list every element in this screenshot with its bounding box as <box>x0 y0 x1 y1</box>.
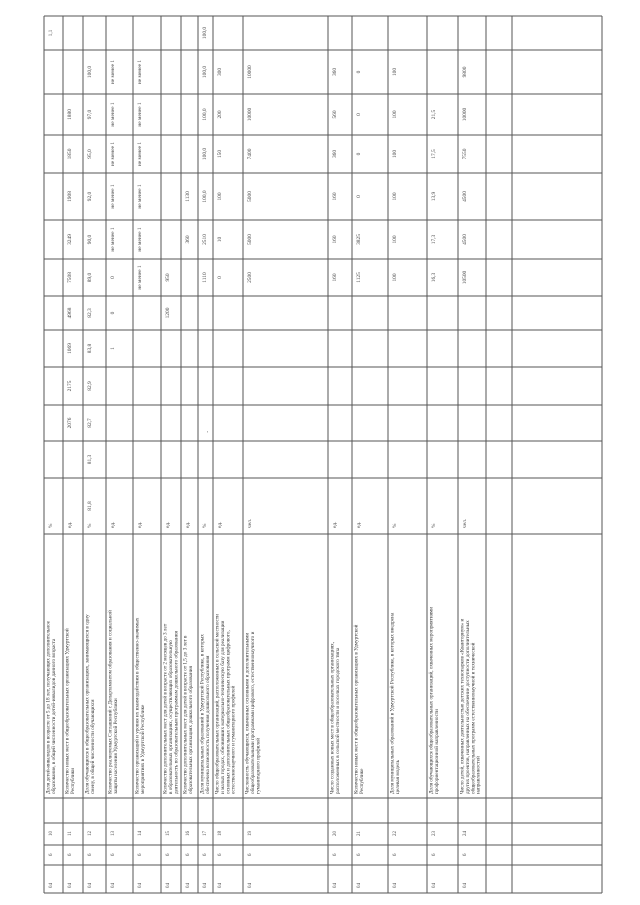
row-description-line: Количество дополнительных мест для детей в возрасте от 2 месяцев до 3 лет <box>162 623 169 794</box>
row-value: 2500 <box>247 272 253 283</box>
row-value: 1 <box>110 347 116 350</box>
row-group-code: 04 <box>166 883 171 888</box>
row-description-line: Число общеобразовательных организаций, расположенных в сельской местности <box>214 614 221 794</box>
row-description-line: мероприятиях в Удмуртской Республике <box>139 704 146 794</box>
row-value: 950 <box>165 273 171 282</box>
row-value: не менее 1 <box>137 265 143 290</box>
row-value: 100 <box>392 273 398 282</box>
row-unit: % <box>202 523 208 528</box>
row-group-code: 04 <box>463 883 468 888</box>
row-description-line: Число детей, охваченных деятельностью детских технопарков «Кванториум» и <box>459 618 466 794</box>
row-description-line: Численность обучающихся, охваченных основными и дополнительными <box>244 632 251 794</box>
row-description-line: целевая модель <box>394 760 401 794</box>
row-indicator-number: 21 <box>357 831 362 836</box>
row-value: 160 <box>332 273 338 282</box>
row-value: 9800 <box>462 66 468 78</box>
row-unit: чел. <box>462 518 468 528</box>
row-value: 1850 <box>67 148 73 160</box>
row-value: 5000 <box>247 234 253 245</box>
row-unit: ед. <box>185 521 191 528</box>
row-indicator-number: 10 <box>49 831 54 836</box>
row-value: 150 <box>217 149 223 159</box>
row-value: 7508 <box>67 272 73 283</box>
row-value: 82,3 <box>87 308 93 318</box>
row-value: не менее 1 <box>137 227 143 252</box>
row-unit: % <box>431 523 437 528</box>
row-value: 0 <box>356 152 362 156</box>
row-value: 100 <box>392 110 398 119</box>
row-value: 360 <box>332 149 338 159</box>
row-description-line: деятельность по образовательным программам дошкольного образования <box>173 631 180 794</box>
row-description-line: Доля обучающихся в общеобразовательных организациях, занимающихся в одну <box>84 614 91 794</box>
row-value: 360 <box>185 235 191 244</box>
row-indicator-number: 24 <box>463 831 468 836</box>
row-description-line: естественнонаучного и гуманитарного профилей <box>230 685 237 794</box>
row-value: 4500 <box>462 234 468 245</box>
row-sub-index: 6 <box>463 853 468 856</box>
row-value: 300 <box>217 67 223 77</box>
row-unit: ед. <box>165 521 171 528</box>
row-group-code: 04 <box>393 883 398 888</box>
row-value: 360 <box>332 67 338 77</box>
row-value: 100 <box>392 67 398 77</box>
row-description-line: общеобразовательными программами цифрового, естественнонаучного и <box>249 631 256 794</box>
row-sub-index: 6 <box>138 853 143 856</box>
row-value: 1125 <box>356 272 362 283</box>
row-value: 2175 <box>67 380 73 392</box>
row-description-line: Количество организаций и уровня их взаимодействия в общественно-значимых <box>134 617 141 794</box>
row-indicator-number: 19 <box>248 831 253 836</box>
row-indicator-number: 23 <box>432 831 437 836</box>
row-value: 16,3 <box>431 272 437 283</box>
row-value: 1130 <box>185 191 191 202</box>
row-sub-index: 6 <box>186 853 191 856</box>
row-group-code: 04 <box>333 883 338 888</box>
row-value: 82,7 <box>87 418 93 428</box>
row-description-line: Доля муниципальных образований в Удмуртской Республике, в которых внедрена <box>389 612 396 794</box>
row-value: 200 <box>217 110 223 119</box>
row-value: не менее 1 <box>137 59 143 85</box>
row-value: 95,0 <box>87 149 93 159</box>
row-value: 160 <box>332 235 338 244</box>
row-value: 0 <box>110 276 116 279</box>
row-unit: % <box>87 523 93 528</box>
row-value: 100,0 <box>202 147 208 161</box>
row-value: 100,0 <box>202 26 208 40</box>
page-side-mark: ' <box>207 431 209 438</box>
row-description-line: профориентационной направленности <box>433 709 440 794</box>
row-sub-index: 6 <box>357 853 362 856</box>
row-value: 81,8 <box>87 501 93 511</box>
row-value: 0 <box>356 70 362 74</box>
row-value: 100 <box>217 192 223 201</box>
row-indicator-number: 15 <box>166 831 171 836</box>
row-description-line: в образовательных организациях, осуществляющих образовательную <box>167 640 174 794</box>
row-sub-index: 6 <box>248 853 253 856</box>
row-value: 1110 <box>202 272 208 283</box>
row-value: 2076 <box>67 417 73 429</box>
row-value: 100,0 <box>87 65 93 79</box>
row-value: 17,3 <box>431 234 437 245</box>
row-indicator-number: 22 <box>393 831 398 836</box>
row-value: не менее 1 <box>137 102 143 127</box>
row-description-line: Количество новых мест в общеобразовательных организациях Удмуртской <box>64 628 71 794</box>
row-sub-index: 6 <box>111 853 116 856</box>
row-description-line: Доля муниципальных образований в Удмуртской Республике, в которых <box>199 634 206 794</box>
row-description-line: образование, в общей численности детей-инвалидов данного возраста <box>50 638 57 794</box>
row-value: 7400 <box>247 148 253 160</box>
row-value: 100 <box>392 149 398 159</box>
row-description-line: Доля детей-инвалидов в возрасте от 5 до 18 лет, получающих дополнительное <box>45 620 52 794</box>
row-value: не менее 1 <box>110 59 116 85</box>
row-value: 10000 <box>247 65 253 79</box>
row-sub-index: 6 <box>88 853 93 856</box>
row-value: 81,3 <box>87 454 93 465</box>
row-value: 5000 <box>247 191 253 202</box>
row-description-line: Республики <box>69 767 76 794</box>
row-value: 1200 <box>165 307 171 319</box>
row-description-line: основных и дополнительных общеобразовательных программ цифрового, <box>225 630 232 794</box>
row-sub-index: 6 <box>203 853 208 856</box>
row-value: 10 <box>217 236 223 243</box>
row-indicator-number: 14 <box>138 831 143 836</box>
row-value: 82,9 <box>87 381 93 391</box>
row-indicator-number: 11 <box>68 831 73 836</box>
row-unit: % <box>48 523 54 528</box>
row-sub-index: 6 <box>393 853 398 856</box>
row-value: 0 <box>110 311 116 315</box>
row-value: не менее 1 <box>110 227 116 252</box>
row-value: 17,5 <box>431 149 437 159</box>
row-value: не менее 1 <box>110 184 116 209</box>
row-sub-index: 6 <box>49 853 54 856</box>
row-description-line: защиты населения Удмуртской Республики <box>112 698 119 794</box>
row-sub-index: 6 <box>333 853 338 856</box>
row-value: 1,1 <box>48 29 54 37</box>
row-value: 1880 <box>67 109 73 120</box>
row-group-code: 04 <box>203 883 208 888</box>
row-description-line: расположенных в сельской местности и поселках городского типа <box>334 647 341 794</box>
row-group-code: 04 <box>218 883 223 888</box>
row-group-code: 04 <box>138 883 143 888</box>
row-description-line: Количество дополнительных мест для детей в возрасте от 1,5 до 3 лет в <box>182 635 189 794</box>
row-description-line: Доля обучающихся общеобразовательных организаций, охваченных мероприятиями <box>428 606 435 794</box>
row-group-code: 04 <box>49 883 54 888</box>
row-value: 92,0 <box>87 191 93 202</box>
row-value: не менее 1 <box>110 102 116 127</box>
row-unit: ед. <box>137 521 143 528</box>
row-unit: ед. <box>332 521 338 528</box>
row-value: 83,8 <box>87 343 93 354</box>
row-value: 560 <box>332 110 338 119</box>
row-value: 100 <box>392 192 398 201</box>
row-value: 100 <box>392 235 398 244</box>
row-value: 10000 <box>462 107 468 122</box>
row-value: 13,9 <box>431 191 437 202</box>
row-description-line: смену, в общей численности обучающихся <box>89 699 96 794</box>
row-sub-index: 6 <box>218 853 223 856</box>
row-indicator-number: 18 <box>218 831 223 836</box>
row-group-code: 04 <box>88 883 93 888</box>
row-value: 10000 <box>247 107 253 122</box>
row-unit: ед. <box>356 521 362 528</box>
row-description-line: и малых городах, обновивших материально-техническую базу для реализации <box>219 620 226 794</box>
row-sub-index: 6 <box>68 853 73 856</box>
row-description-line: направленностей <box>475 756 482 794</box>
row-description-line: образовательных организациях дошкольного образования <box>187 666 194 794</box>
row-sub-index: 6 <box>166 853 171 856</box>
row-value: 89,0 <box>87 272 93 283</box>
row-value: 21,5 <box>431 109 437 120</box>
row-value: 0 <box>356 113 362 116</box>
row-unit: ед. <box>110 521 116 528</box>
row-value: 7550 <box>462 148 468 160</box>
row-value: 100,0 <box>202 108 208 121</box>
row-description-line: Республике <box>358 768 365 794</box>
row-value: 90,0 <box>87 234 93 245</box>
row-description-line: обеспечена возможность получения дошкольного образования <box>204 655 211 794</box>
row-description-line: гуманитарного профилей <box>255 737 262 794</box>
row-value: 10500 <box>462 270 468 285</box>
row-indicator-number: 13 <box>111 831 116 836</box>
row-group-code: 04 <box>248 883 253 888</box>
row-value: не менее 1 <box>110 141 116 167</box>
row-value: 3249 <box>67 234 73 245</box>
row-value: 100,0 <box>202 190 208 203</box>
row-group-code: 04 <box>111 883 116 888</box>
row-group-code: 04 <box>186 883 191 888</box>
row-unit: ед. <box>217 521 223 528</box>
row-description-line: Количество новых мест в общеобразовательных организациях в Удмуртской <box>353 624 360 794</box>
row-unit: % <box>392 523 398 528</box>
row-value: 3825 <box>356 234 362 245</box>
row-value: 4968 <box>67 307 73 319</box>
row-description-line: Количество реализуемых Соглашений с Департаментом образования и социальной <box>107 610 114 794</box>
row-indicator-number: 20 <box>333 831 338 836</box>
row-value: 4500 <box>462 191 468 202</box>
row-unit: чел. <box>247 518 253 528</box>
row-value: не менее 1 <box>137 141 143 167</box>
row-indicator-number: 16 <box>186 831 191 836</box>
row-group-code: 04 <box>68 883 73 888</box>
row-value: 1908 <box>67 191 73 202</box>
row-description-line: общеобразовательных программ естественнонаучной и технической <box>470 642 477 794</box>
row-value: 1069 <box>67 343 73 354</box>
row-description-line: других проектов, направленных на обеспечение доступности дополнительных <box>464 620 471 794</box>
row-value: 2510 <box>202 234 208 245</box>
row-value: 0 <box>356 195 362 198</box>
row-value: 97,0 <box>87 109 93 120</box>
row-unit: ед. <box>67 521 73 528</box>
row-value: 100,0 <box>202 65 208 79</box>
row-sub-index: 6 <box>432 853 437 856</box>
row-indicator-number: 12 <box>88 831 93 836</box>
row-group-code: 04 <box>357 883 362 888</box>
row-value: 160 <box>332 192 338 201</box>
row-description-line: Число созданных новых мест в общеобразовательных организациях, <box>329 641 336 794</box>
row-value: не менее 1 <box>137 184 143 209</box>
row-group-code: 04 <box>432 883 437 888</box>
row-indicator-number: 17 <box>203 831 208 836</box>
row-value: 0 <box>217 276 223 279</box>
